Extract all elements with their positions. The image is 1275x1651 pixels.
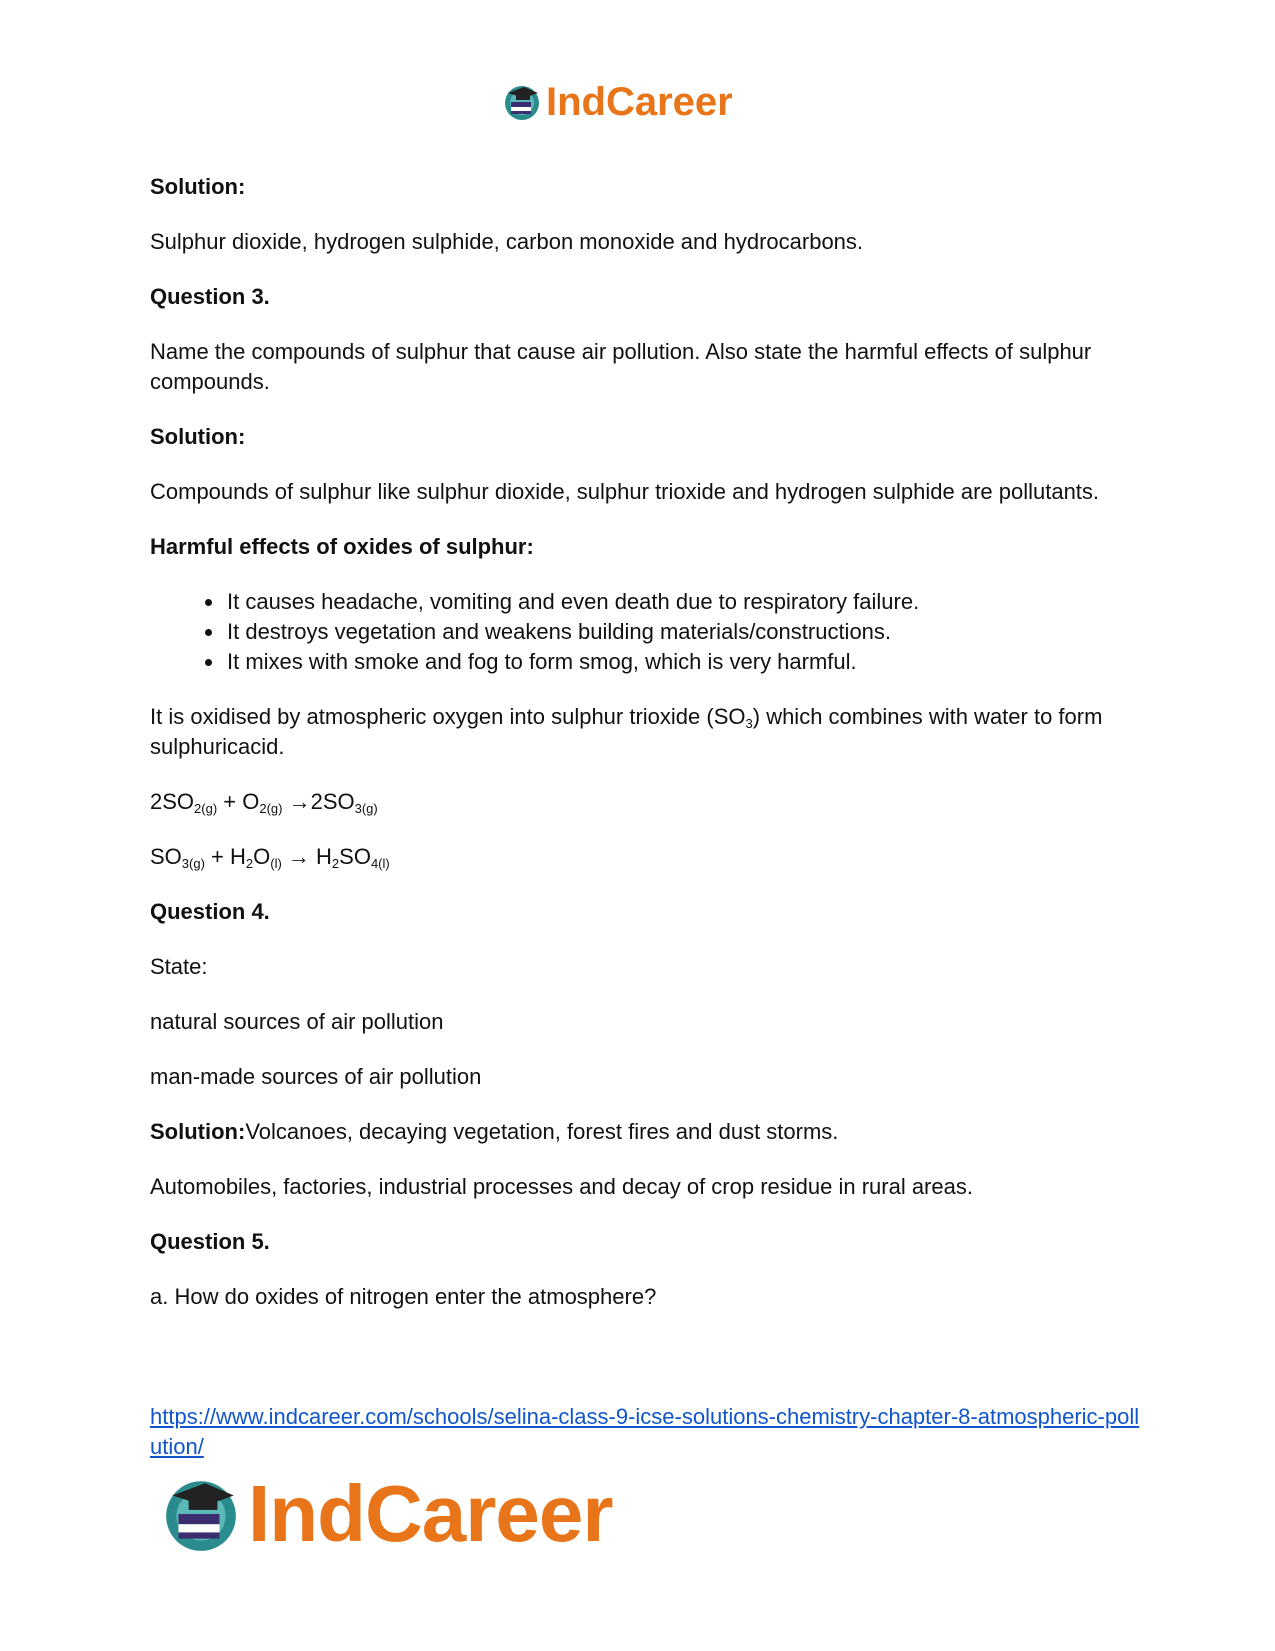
question-5-heading: Question 5. bbox=[150, 1229, 270, 1254]
question-4-state: State: bbox=[150, 954, 208, 979]
oxidation-paragraph: It is oxidised by atmospheric oxygen into sulphur trioxide $(SO_3)$ which combines with water to form sulphuricacid. bbox=[150, 704, 1103, 759]
list-item: • It causes headache, vomiting and even death due to respiratory failure. bbox=[225, 587, 1130, 617]
footer-url-link[interactable]: https://www.indcareer.com/schools/selina-class-9-icse-solutions-chemistry-chapter-8-atmospheric-pollution/ bbox=[150, 1404, 1140, 1459]
question-4-part-b: man-made sources of air pollution bbox=[150, 1064, 482, 1089]
equation-2: $SO_{3(g)} + H_2O_{(l)} \to H_2SO_{4(l)}$ bbox=[150, 844, 390, 871]
header-logo bbox=[502, 78, 733, 126]
solution-text: Sulphur dioxide, hydrogen sulphide, carbon monoxide and hydrocarbons. bbox=[150, 229, 864, 254]
question-3-text: Name the compounds of sulphur that cause air pollution. Also state the harmful effects of sulphur compounds. bbox=[150, 339, 1092, 394]
harmful-effects-heading: Harmful effects of oxides of sulphur: bbox=[150, 534, 534, 559]
harmful-effects-list bbox=[150, 587, 1130, 677]
footer-logo bbox=[160, 1470, 612, 1558]
question-3-heading: Question 3. bbox=[150, 284, 270, 309]
graduation-cap-globe-icon bbox=[502, 82, 542, 122]
logo-text: IndCareer bbox=[248, 1469, 613, 1558]
question-5-part-a: a. How do oxides of nitrogen enter the atmosphere? bbox=[150, 1284, 657, 1309]
solution-heading: Solution: bbox=[150, 1119, 246, 1144]
list-item: • It destroys vegetation and weakens building materials/constructions. bbox=[225, 617, 1130, 647]
document-body bbox=[150, 172, 1130, 1337]
solution-heading: Solution: bbox=[150, 424, 246, 449]
list-item: • It mixes with smoke and fog to form smog, which is very harmful. bbox=[225, 647, 1130, 677]
graduation-cap-globe-icon bbox=[160, 1473, 242, 1555]
solution-3 bbox=[150, 1117, 1130, 1147]
equation-1: $2SO_{2(g)} + O_{2(g)} \to 2SO_{3(g)}$ bbox=[150, 789, 378, 816]
question-4-part-a: natural sources of air pollution bbox=[150, 1009, 444, 1034]
logo-text: IndCareer bbox=[546, 79, 733, 124]
question-4-heading: Question 4. bbox=[150, 899, 270, 924]
solution-text-2: Automobiles, factories, industrial processes and decay of crop residue in rural areas. bbox=[150, 1174, 973, 1199]
solution-text: Volcanoes, decaying vegetation, forest fires and dust storms. bbox=[245, 1119, 839, 1144]
solution-heading: Solution: bbox=[150, 174, 246, 199]
solution-text: Compounds of sulphur like sulphur dioxide, sulphur trioxide and hydrogen sulphide are pollutants. bbox=[150, 479, 1100, 504]
